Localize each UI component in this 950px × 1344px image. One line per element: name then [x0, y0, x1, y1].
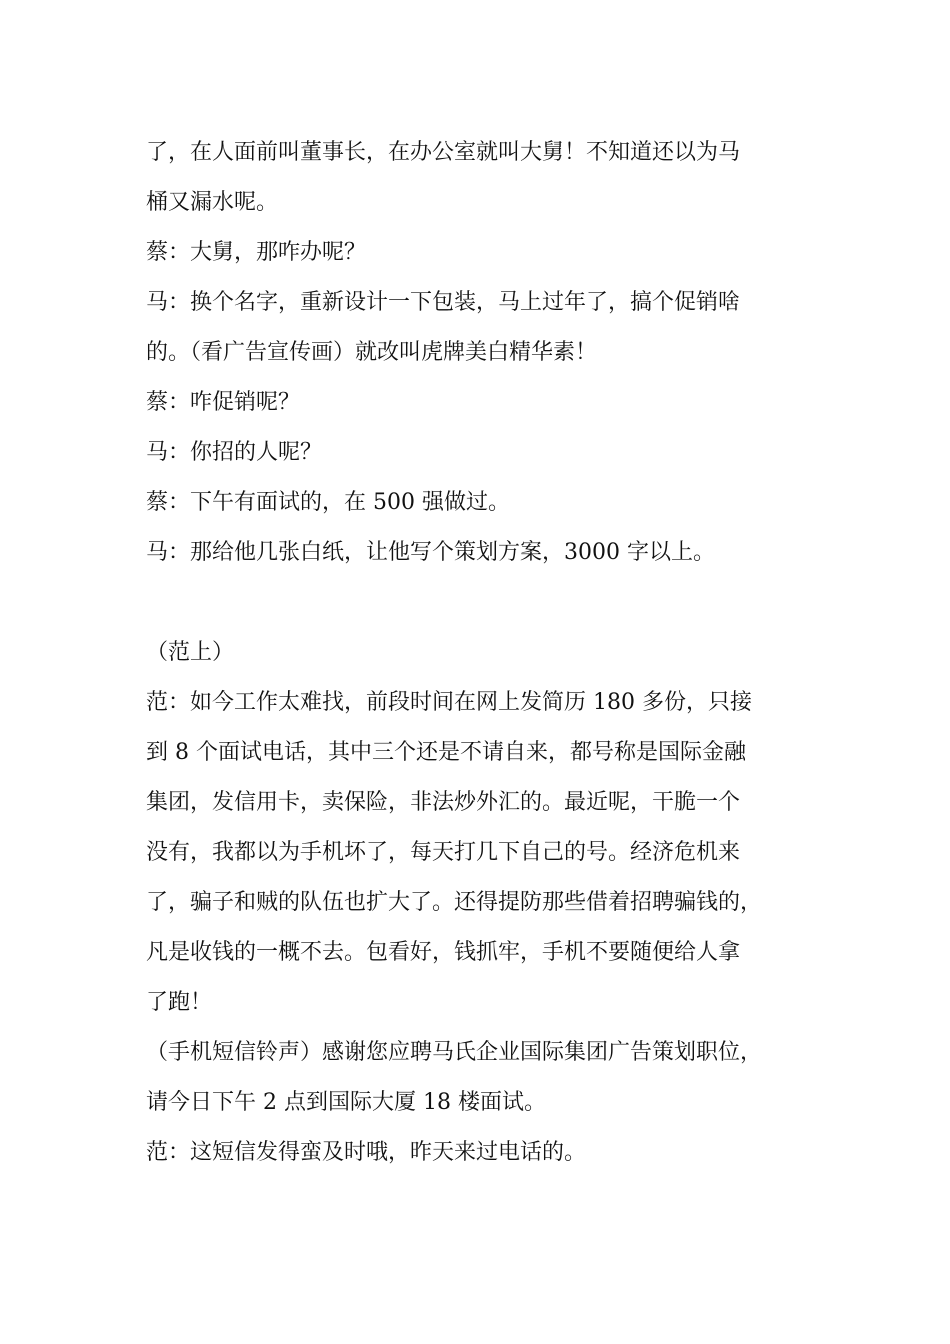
dialogue-line: 蔡：下午有面试的，在 500 强做过。: [146, 490, 510, 515]
text-line: 的。（看广告宣传画）就改叫虎牌美白精华素！: [146, 340, 598, 365]
text-line: 到 8 个面试电话，其中三个还是不请自来，都号称是国际金融: [146, 740, 746, 765]
text-line: 了跑！: [146, 990, 213, 1015]
dialogue-line: 马：换个名字，重新设计一下包装，马上过年了，搞个促销啥: [146, 290, 741, 315]
text-line: 了，在人面前叫董事长，在办公室就叫大舅！不知道还以为马: [146, 140, 741, 165]
text-line: 凡是收钱的一概不去。包看好，钱抓牢，手机不要随便给人拿: [146, 940, 741, 965]
paragraph-spacer: [146, 578, 826, 628]
text-line: 没有，我都以为手机坏了，每天打几下自己的号。经济危机来: [146, 840, 741, 865]
stage-direction: （手机短信铃声）感谢您应聘马氏企业国际集团广告策划职位，: [146, 1040, 763, 1065]
stage-direction: （范上）: [146, 640, 235, 665]
text-line: 桶又漏水呢。: [146, 190, 279, 215]
dialogue-line: 蔡：大舅，那咋办呢？: [146, 240, 367, 265]
text-line: 请今日下午 2 点到国际大厦 18 楼面试。: [146, 1090, 546, 1115]
text-line: 了，骗子和贼的队伍也扩大了。还得提防那些借着招聘骗钱的，: [146, 890, 763, 915]
dialogue-line: 范：如今工作太难找，前段时间在网上发简历 180 多份，只接: [146, 690, 752, 715]
dialogue-line: 蔡：咋促销呢？: [146, 390, 301, 415]
text-line: 集团，发信用卡，卖保险，非法炒外汇的。最近呢，干脆一个: [146, 790, 741, 815]
document-body: [146, 128, 826, 1178]
dialogue-line: 马：那给他几张白纸，让他写个策划方案，3000 字以上。: [146, 540, 715, 565]
dialogue-line: 范：这短信发得蛮及时哦，昨天来过电话的。: [146, 1140, 587, 1165]
dialogue-line: 马：你招的人呢？: [146, 440, 323, 465]
